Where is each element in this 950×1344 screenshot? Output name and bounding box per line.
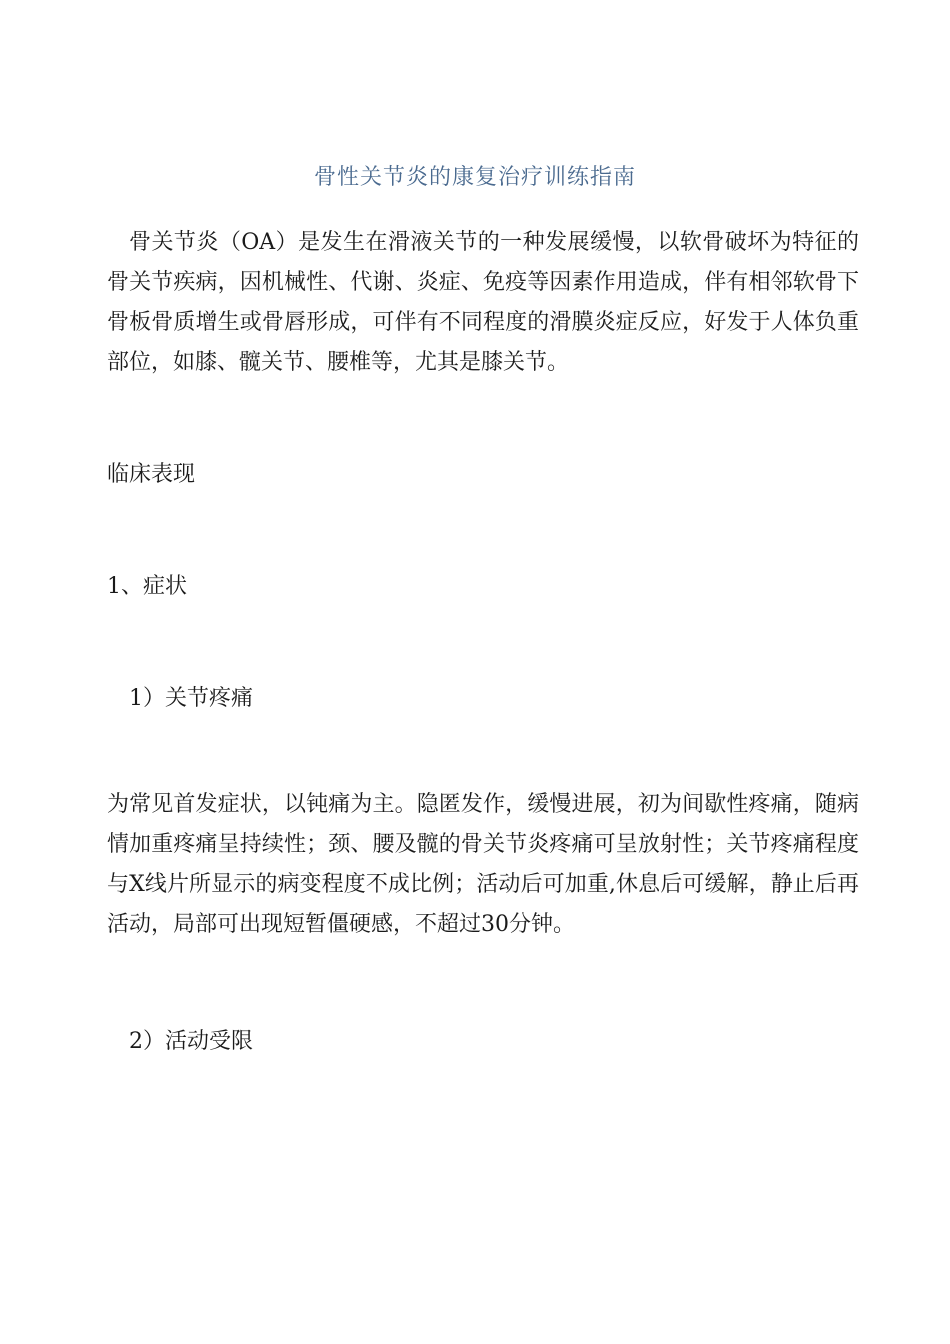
section-heading-clinical: 临床表现 bbox=[107, 462, 196, 487]
document-title: 骨性关节炎的康复治疗训练指南 bbox=[313, 165, 636, 190]
section-heading-symptoms: 1、症状 bbox=[107, 574, 187, 599]
joint-pain-paragraph: 为常见首发症状，以钝痛为主。隐匿发作，缓慢进展，初为间歇性疼痛，随病情加重疼痛呈持续性；颈、腰及髋的骨关节炎疼痛可呈放射性；关节疼痛程度与X线片所显示的病变程度不成比例；活动后可加重,休息后可缓解，静止后再活动，局部可出现短暂僵硬感，不超过30分钟。 bbox=[107, 792, 859, 937]
subheading-limited-activity: 2）活动受限 bbox=[129, 1029, 253, 1054]
intro-paragraph: 骨关节炎（OA）是发生在滑液关节的一种发展缓慢，以软骨破坏为特征的骨关节疾病，因机械性、代谢、炎症、免疫等因素作用造成，伴有相邻软骨下骨板骨质增生或骨唇形成，可伴有不同程度的滑膜炎症反应，好发于人体负重部位，如膝、髋关节、腰椎等，尤其是膝关节。 bbox=[107, 230, 859, 375]
subheading-joint-pain: 1）关节疼痛 bbox=[129, 686, 253, 711]
